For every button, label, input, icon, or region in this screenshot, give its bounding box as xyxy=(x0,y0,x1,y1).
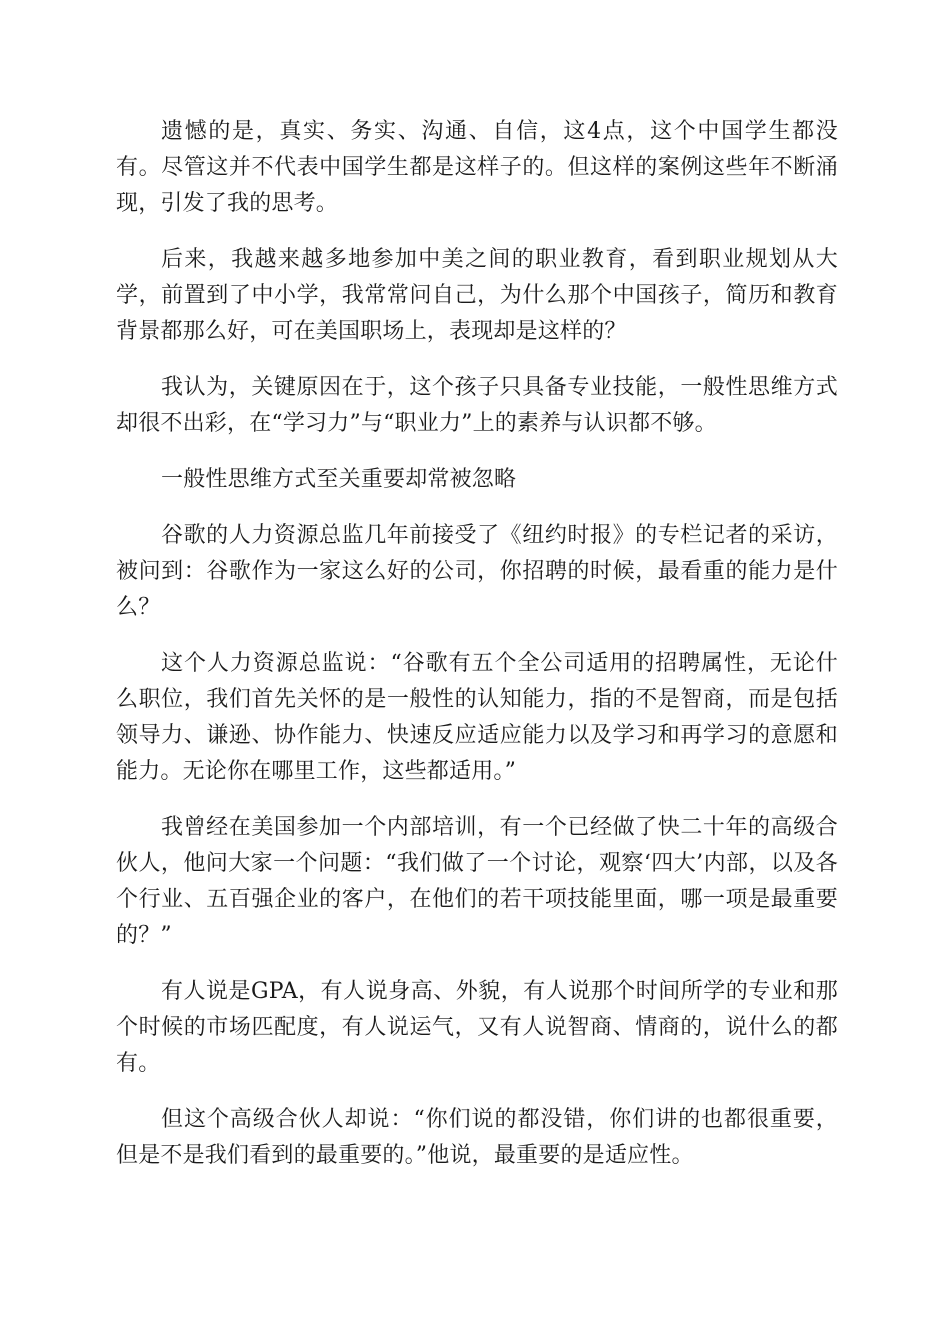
paragraph-8: 但这个高级合伙人却说：“你们说的都没错，你们讲的也都很重要，但是不是我们看到的最重要的。”他说，最重要的是适应性。 xyxy=(116,1107,838,1168)
document-page xyxy=(116,114,838,1194)
paragraph-2: 后来，我越来越多地参加中美之间的职业教育，看到职业规划从大学，前置到了中小学，我常常问自己，为什么那个中国孩子，简历和教育背景都那么好，可在美国职场上，表现却是这样的？ xyxy=(116,247,838,344)
paragraph-4: 谷歌的人力资源总监几年前接受了《纽约时报》的专栏记者的采访，被问到：谷歌作为一家这么好的公司，你招聘的时候，最看重的能力是什么？ xyxy=(116,523,838,620)
paragraph-3: 我认为，关键原因在于，这个孩子只具备专业技能，一般性思维方式却很不出彩，在“学习力”与“职业力”上的素养与认识都不够。 xyxy=(116,375,838,436)
paragraph-7: 有人说是GPA，有人说身高、外貌，有人说那个时间所学的专业和那个时候的市场匹配度，有人说运气，又有人说智商、情商的，说什么的都有。 xyxy=(116,979,838,1076)
paragraph-1: 遗憾的是，真实、务实、沟通、自信，这4点，这个中国学生都没有。尽管这并不代表中国学生都是这样子的。但这样的案例这些年不断涌现，引发了我的思考。 xyxy=(116,119,838,216)
section-heading: 一般性思维方式至关重要却常被忽略 xyxy=(161,467,517,492)
paragraph-6: 我曾经在美国参加一个内部培训，有一个已经做了快二十年的高级合伙人，他问大家一个问题：“我们做了一个讨论，观察‘四大’内部，以及各个行业、五百强企业的客户，在他们的若干项技能里面，哪一项是最重要的？” xyxy=(116,815,838,948)
paragraph-5: 这个人力资源总监说：“谷歌有五个全公司适用的招聘属性，无论什么职位，我们首先关怀的是一般性的认知能力，指的不是智商，而是包括领导力、谦逊、协作能力、快速反应适应能力以及学习和再学习的意愿和能力。无论你在哪里工作，这些都适用。” xyxy=(116,651,838,784)
